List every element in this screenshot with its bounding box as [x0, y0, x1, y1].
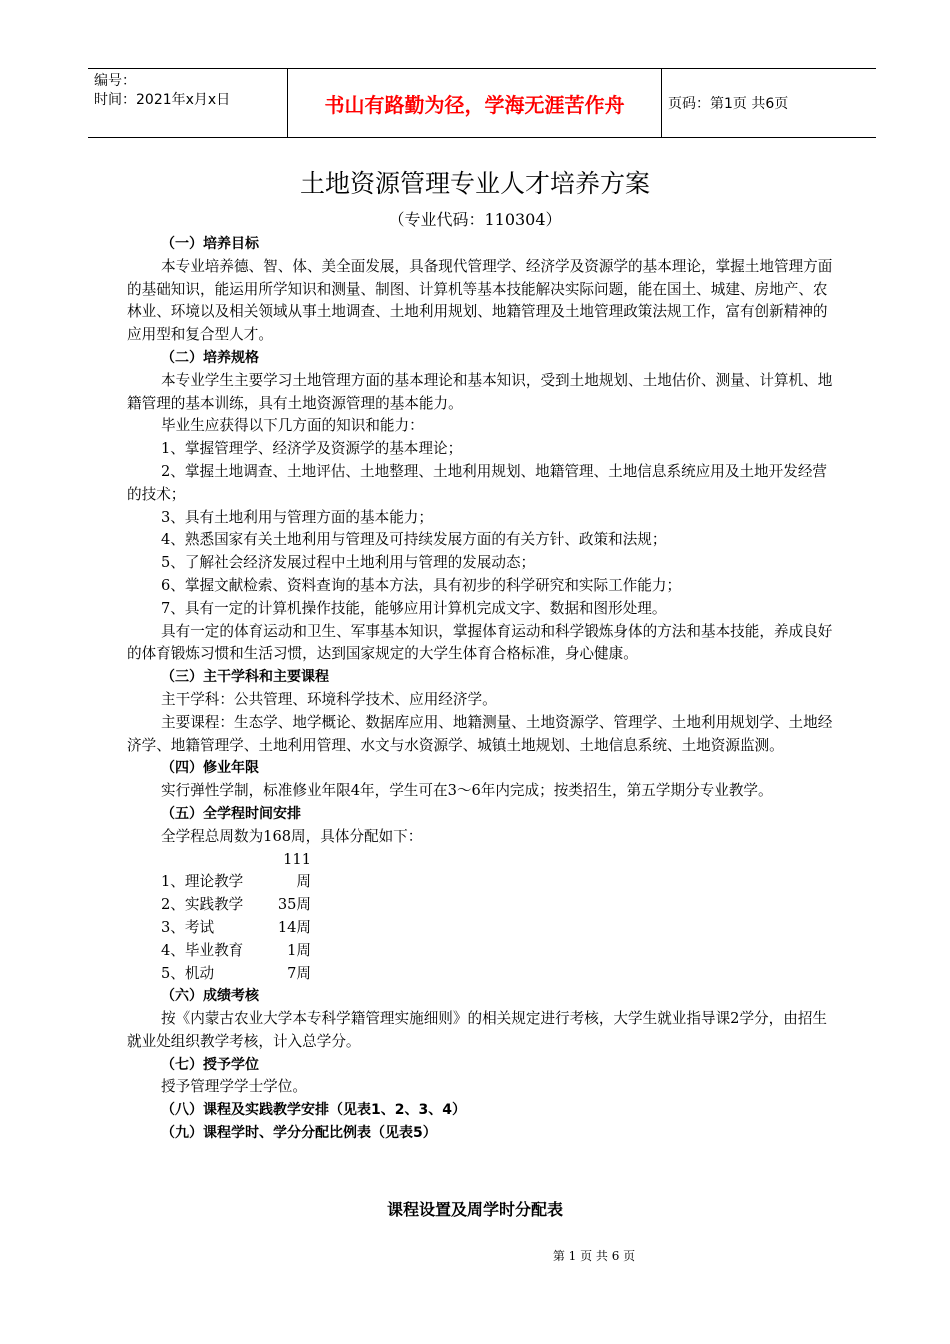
table-title: 课程设置及周学时分配表	[386, 1200, 563, 1219]
schedule-row	[127, 940, 841, 963]
document-body	[127, 233, 841, 1145]
schedule-row	[127, 894, 841, 917]
footer-page-number: 第 1 页 共 6 页	[552, 1249, 636, 1263]
schedule-weeks: 14周	[277, 918, 311, 936]
paragraph: 具有一定的体育运动和卫生、军事基本知识，掌握体育运动和科学锻炼身体的方法和基本技能，养成良好的体育锻炼习惯和生活习惯，达到国家规定的大学生体育合格标准，身心健康。	[127, 622, 833, 663]
page-header	[88, 68, 876, 138]
schedule-row	[127, 963, 841, 986]
schedule-name: 3、考试	[161, 918, 215, 936]
section-heading-7: （七）授予学位	[161, 1056, 259, 1073]
paragraph: 授予管理学学士学位。	[161, 1078, 307, 1096]
paragraph: 毕业生应获得以下几方面的知识和能力：	[161, 417, 424, 435]
schedule-weeks: 7周	[287, 964, 311, 982]
page-footer	[0, 1247, 950, 1264]
list-item: 7、具有一定的计算机操作技能，能够应用计算机完成文字、数据和图形处理。	[161, 599, 667, 617]
paragraph: 主干学科：公共管理、环境科学技术、应用经济学。	[161, 690, 497, 708]
schedule-name: 2、实践教学	[161, 896, 244, 914]
header-page-info: 页码：第1页 共6页	[668, 96, 789, 112]
section-heading-1: （一）培养目标	[161, 236, 259, 252]
section-heading-4: （四）修业年限	[161, 760, 259, 777]
schedule-weeks: 111周	[283, 850, 311, 891]
code-label: 编号：	[94, 73, 136, 89]
section-heading-5: （五）全学程时间安排	[161, 805, 301, 822]
section-heading-2: （二）培养规格	[161, 349, 259, 366]
paragraph: 本专业培养德、智、体、美全面发展，具备现代管理学、经济学及资源学的基本理论，掌握土地管理方面的基础知识，能运用所学知识和测量、制图、计算机等基本技能解决实际问题，能在国土、城建、房地产、农林业、环境以及相关领域从事土地调查、土地利用规划、地籍管理及土地管理政策法规工作，富有创新精神的应用型和复合型人才。	[127, 257, 833, 344]
schedule-name: 1、理论教学	[161, 873, 244, 891]
schedule-name: 5、机动	[161, 964, 215, 982]
paragraph: 全学程总周数为168周，具体分配如下：	[161, 827, 423, 845]
paragraph: 主要课程：生态学、地学概论、数据库应用、地籍测量、土地资源学、管理学、土地利用规划学、土地经济学、地籍管理学、土地利用管理、水文与水资源学、城镇土地规划、土地信息系统、土地资源监测。	[127, 713, 833, 754]
schedule-weeks: 1周	[287, 941, 311, 959]
paragraph: 本专业学生主要学习土地管理方面的基本理论和基本知识，受到土地规划、土地估价、测量、计算机、地籍管理的基本训练，具有土地资源管理的基本能力。	[127, 371, 833, 412]
list-item: 1、掌握管理学、经济学及资源学的基本理论；	[161, 440, 463, 458]
document-subtitle: （专业代码：110304）	[388, 210, 562, 229]
time-label: 时间：2021年x月x日	[94, 92, 231, 108]
list-item: 4、熟悉国家有关土地利用与管理及可持续发展方面的有关方针、政策和法规；	[161, 531, 667, 549]
list-item: 3、具有土地利用与管理方面的基本能力；	[161, 508, 433, 526]
header-motto: 书山有路勤为径，学海无涯苦作舟	[287, 69, 662, 137]
schedule-row	[127, 849, 841, 895]
section-heading-9: （九）课程学时、学分分配比例表（见表5）	[161, 1125, 437, 1142]
section-heading-8: （八）课程及实践教学安排（见表1、2、3、4）	[161, 1102, 466, 1119]
section-heading-3: （三）主干学科和主要课程	[161, 669, 329, 686]
list-item: 2、掌握土地调查、土地评估、土地整理、土地利用规划、地籍管理、土地信息系统应用及土地开发经营的技术；	[127, 462, 828, 503]
section-heading-6: （六）成绩考核	[161, 988, 259, 1005]
paragraph: 按《内蒙古农业大学本专科学籍管理实施细则》的相关规定进行考核，大学生就业指导课2学分，由招生就业处组织教学考核，计入总学分。	[127, 1010, 828, 1050]
schedule-weeks: 35周	[277, 896, 311, 914]
list-item: 6、掌握文献检索、资料查询的基本方法，具有初步的科学研究和实际工作能力；	[161, 576, 682, 594]
schedule-name: 4、毕业教育	[161, 941, 244, 959]
schedule-row	[127, 917, 841, 940]
document-title: 土地资源管理专业人才培养方案	[299, 169, 650, 198]
header-meta	[94, 72, 284, 110]
paragraph: 实行弹性学制，标准修业年限4年，学生可在3～6年内完成；按类招生，第五学期分专业教学。	[161, 782, 773, 800]
list-item: 5、了解社会经济发展过程中土地利用与管理的发展动态；	[161, 554, 536, 572]
